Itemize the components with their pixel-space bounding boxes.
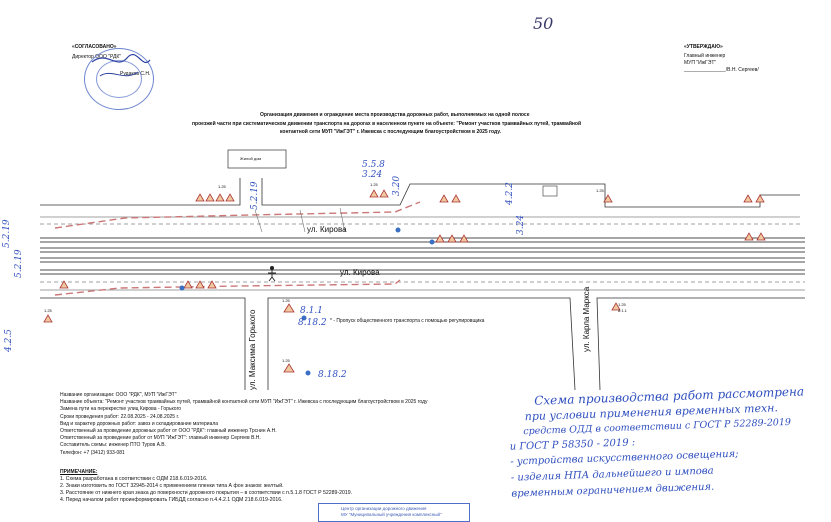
info-block — [60, 392, 500, 457]
info-line: Телефон: +7 (3412) 933-081 — [60, 449, 125, 456]
traffic-center-stamp — [318, 503, 470, 522]
hw-center-b: 3.24 — [516, 214, 526, 235]
hw-note-line: временным ограничением движения. — [511, 481, 715, 500]
hw-left-a: 5.2.19 — [2, 219, 12, 248]
hw-note-line: при условии применения временных техн. — [524, 401, 779, 424]
road-scheme — [0, 140, 831, 390]
doc-title-line3: контактной сети МУП "ИжГЭТ" г. Ижевска с последующим благоустройством в 2025 году. — [280, 129, 501, 135]
approval-left-line1: Директор ООО "РДК" — [72, 54, 122, 60]
sign-code-4: 1.25 — [618, 302, 626, 307]
approval-right-line2: МУП "ИжГЭТ" — [684, 60, 717, 66]
page-number: 50 — [533, 14, 554, 33]
notes-block — [60, 468, 500, 504]
notes-heading: ПРИМЕЧАНИЕ: — [60, 469, 98, 475]
info-line: Ответственный за проведение дорожных работ от ООО "РДК": главный инженер Трснин А.Н. — [60, 428, 277, 435]
doc-title-line2: проезжей части при систематическом движении транспорта на дорогах в населенном пункте на объекте: "Ремонт участков трамвайных путей, трамвайной — [192, 121, 582, 127]
hw-center-a: 4.2.2 — [505, 182, 515, 205]
stamp-line1: Центр организации дорожного движения — [341, 506, 427, 511]
handwritten-note — [500, 383, 831, 502]
note-item: 3. Расстояние от нижнего края знака до поверхности дорожного покрытия – в соответствии с п.5.1.8 ГОСТ Р 52289-2019. — [60, 490, 353, 496]
approval-right — [684, 44, 804, 94]
hw-g-c: 8.18.2 — [318, 370, 347, 380]
hw-top-a: 5.5.8 — [362, 160, 385, 170]
hw-left-b: 5.2.19 — [14, 249, 24, 278]
street-marksa: ул. Карла Маркса — [582, 286, 591, 352]
hw-note-line: и ГОСТ Р 58350 - 2019 : — [509, 437, 636, 453]
sign-code-2: 1.25 — [282, 298, 290, 303]
hw-note-line: - устройства искусственного освещения; — [510, 448, 739, 468]
sign-code-3: 1.25 — [282, 358, 290, 363]
hw-note-line: средств ОДД в соответствии с ГОСТ Р 52289-2019 — [523, 416, 792, 438]
hw-top-d: 5.2.19 — [250, 181, 260, 210]
approval-right-sign-line: _______________/В.Н. Сергеев/ — [684, 67, 759, 73]
sign-code-8: 8.1.1 — [618, 308, 627, 313]
sign-code-6: 1.25 — [596, 188, 604, 193]
note-item: 2. Знаки изготовить по ГОСТ 32945-2014 с применением пленки типа А фон знаков: желтый. — [60, 483, 284, 489]
hw-left-c: 4.2.5 — [4, 329, 14, 352]
note-item: 1. Схема разработана в соответствии с ОДМ 218.6.019-2016. — [60, 476, 208, 482]
info-line: Название объекта: "Ремонт участков трамвайных путей, трамвайной контактной сети МУП "ИжГЭТ" г. Ижевска с последующим благоустройством в 2025 году — [60, 399, 428, 406]
note-item: 4. Перед началом работ проинформировать ГИБДД согласно п.4.4.2.1 ОДМ 218.6.019-2016. — [60, 497, 283, 503]
bus-note: * - Пропуск общественного транспорта с помощью регулировщика — [330, 318, 485, 324]
info-line: Название организации: ООО "РДК", МУП "ИжГЭТ" — [60, 392, 177, 398]
road-signs — [0, 140, 831, 390]
info-line: Составитель схемы: инженер ПТО Туров А.В. — [60, 442, 167, 449]
doc-title-line1: Организация движения и ограждение места производства дорожных работ, выполняемых на одной полосе — [260, 112, 530, 118]
approval-left-title: «СОГЛАСОВАНО» — [72, 44, 117, 50]
approval-right-line1: Главный инженер — [684, 53, 726, 59]
info-line: Ответственный за проведение работ от МУП "ИжГЭТ": главный инженер Сергеев В.Н. — [60, 435, 261, 442]
stamp-line2: МУ "Муниципальный учреждения комплексный" — [341, 512, 442, 517]
hw-top-c: 3.20 — [392, 175, 402, 196]
hw-g-b: 8.18.2 — [298, 318, 327, 328]
info-line: Вид и характер дорожных работ: завоз и складирование материала — [60, 420, 219, 427]
hw-note-line: Схема производства работ рассмотрена — [533, 384, 805, 408]
info-line: Сроки проведения работ: 22.08.2025 - 24.08.2025 г. — [60, 413, 180, 420]
hw-g-a: 8.1.1 — [300, 306, 323, 316]
sign-code-1: 1.25 — [218, 184, 226, 189]
building-label: Жилой дом — [240, 156, 262, 161]
hw-top-b: 3.24 — [362, 170, 383, 180]
hw-note-line: - изделия НПА дальнейшего и импова — [510, 465, 714, 484]
approval-left-signature: Рудаков С.Н. — [120, 71, 151, 77]
info-line: Замена пути на перекрестке улиц Кирова - Горького — [60, 406, 182, 413]
street-gorkogo: ул. Максима Горького — [248, 309, 257, 390]
approval-left-signature-scribble — [72, 40, 172, 110]
approval-left — [72, 40, 172, 110]
sign-code-7: 1.25 — [44, 308, 52, 313]
street-kirova-bottom: ул. Кирова — [340, 268, 380, 277]
sign-code-5: 1.25 — [370, 182, 378, 187]
street-kirova-top: ул. Кирова — [307, 225, 347, 234]
approval-right-title: «УТВЕРЖДАЮ» — [684, 44, 723, 50]
